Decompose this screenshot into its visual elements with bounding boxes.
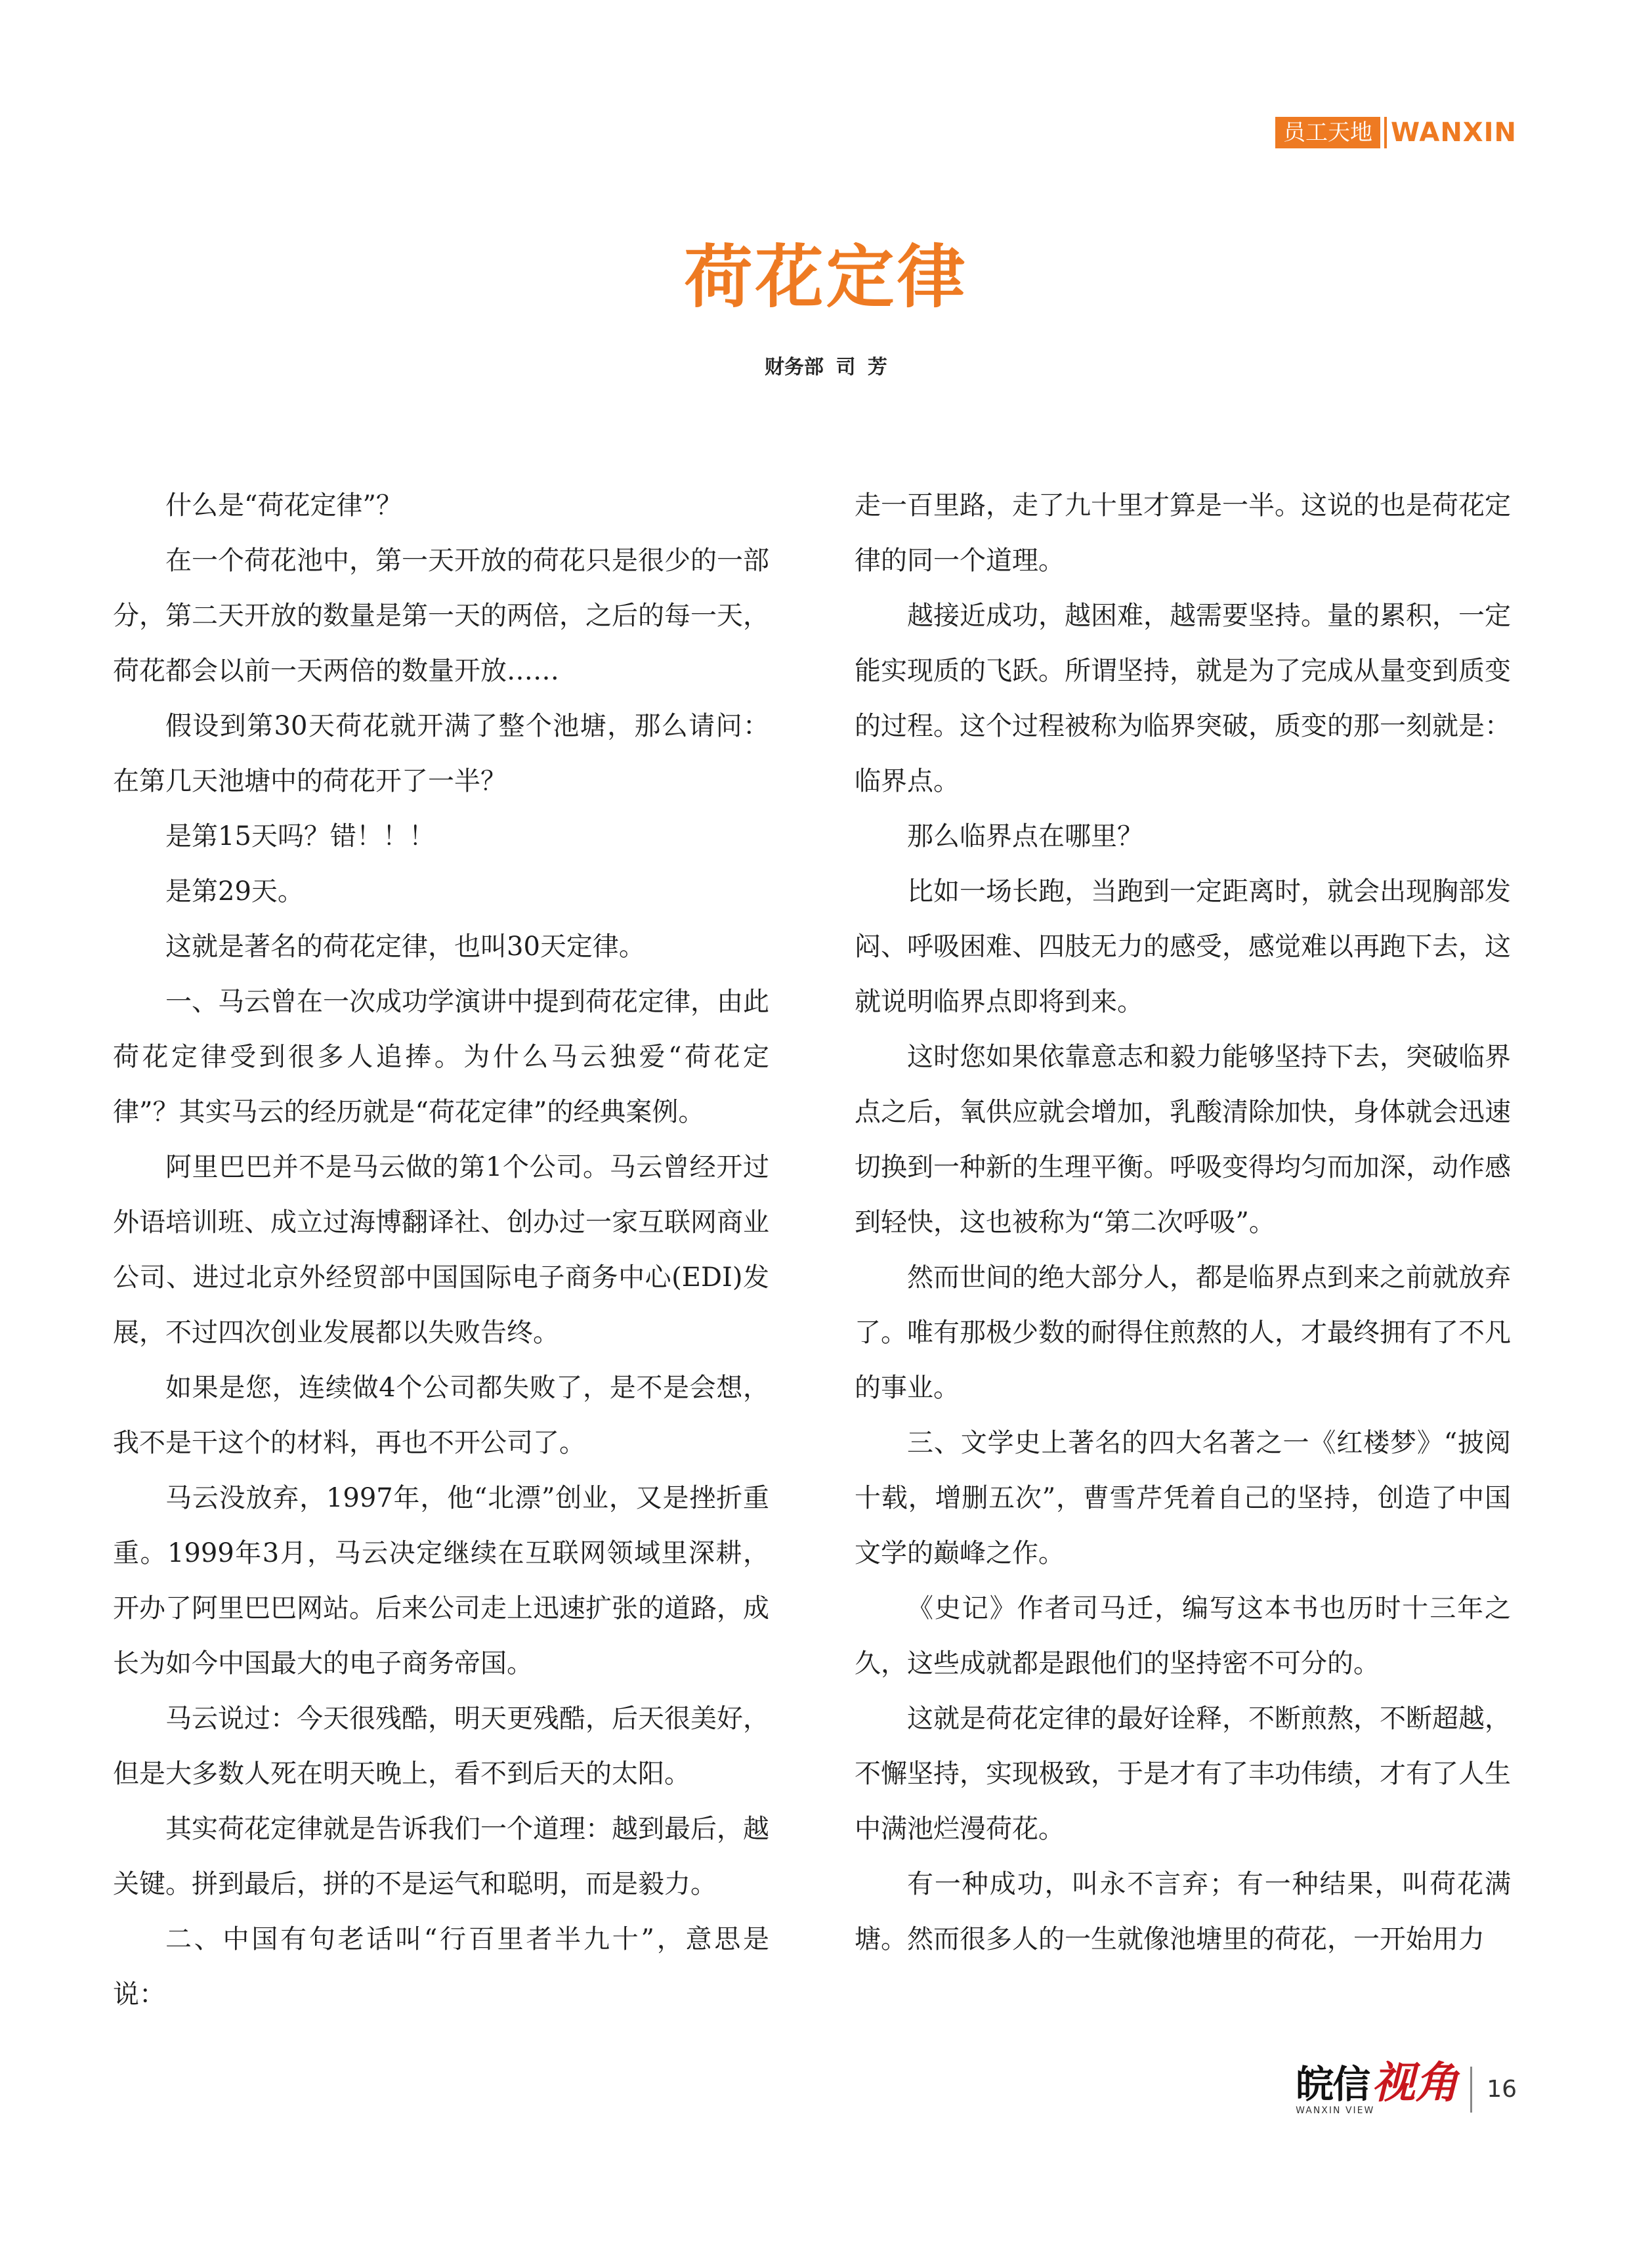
section-tag bbox=[1275, 116, 1517, 150]
logo-subtitle: WANXIN VIEW bbox=[1296, 2105, 1375, 2116]
paragraph: 什么是“荷花定律”？ bbox=[165, 490, 402, 521]
paragraph: 这就是荷花定律的最好诠释，不断煎熬，不断超越，不懈坚持，实现极致，于是才有了丰功伟绩，才有了人生中满池烂漫荷花。 bbox=[855, 1704, 1511, 1844]
paragraph: 是第29天。 bbox=[165, 876, 304, 907]
paragraph: 马云没放弃，1997年，他“北漂”创业，又是挫折重重。1999年3月，马云决定继续在互联网领域里深耕，开办了阿里巴巴网站。后来公司走上迅速扩张的道路，成长为如今中国最大的电子商务帝国。 bbox=[113, 1483, 769, 1679]
right-column bbox=[855, 478, 1511, 1967]
magazine-logo bbox=[1296, 2057, 1459, 2116]
paragraph: 这就是著名的荷花定律，也叫30天定律。 bbox=[165, 932, 645, 962]
paragraph: 是第15天吗？错！！！ bbox=[165, 821, 435, 851]
page-number: 16 bbox=[1487, 2076, 1517, 2103]
brand-label: WANXIN bbox=[1391, 118, 1517, 148]
paragraph: 《史记》作者司马迁，编写这本书也历时十三年之久，这些成就都是跟他们的坚持密不可分的。 bbox=[855, 1593, 1511, 1679]
logo-accent-text: 视角 bbox=[1372, 2057, 1459, 2108]
paragraph-continued: 走一百里路，走了九十里才算是一半。这说的也是荷花定律的同一个道理。 bbox=[855, 490, 1511, 576]
paragraph: 阿里巴巴并不是马云做的第1个公司。马云曾经开过外语培训班、成立过海博翻译社、创办过一家互联网商业公司、进过北京外经贸部中国国际电子商务中心(EDI)发展，不过四次创业发展都以失败告终。 bbox=[113, 1152, 769, 1348]
paragraph: 二、中国有句老话叫“行百里者半九十”，意思是说： bbox=[113, 1924, 769, 2010]
paragraph: 越接近成功，越困难，越需要坚持。量的累积，一定能实现质的飞跃。所谓坚持，就是为了完成从量变到质变的过程。这个过程被称为临界突破，质变的那一刻就是：临界点。 bbox=[855, 601, 1511, 796]
paragraph: 其实荷花定律就是告诉我们一个道理：越到最后，越关键。拼到最后，拼的不是运气和聪明，而是毅力。 bbox=[113, 1814, 769, 1899]
left-column bbox=[113, 478, 769, 2022]
paragraph: 这时您如果依靠意志和毅力能够坚持下去，突破临界点之后，氧供应就会增加，乳酸清除加快，身体就会迅速切换到一种新的生理平衡。呼吸变得均匀而加深，动作感到轻快，这也被称为“第二次呼吸”。 bbox=[855, 1042, 1511, 1237]
logo-main-text: 皖信 bbox=[1296, 2062, 1370, 2107]
paragraph: 如果是您，连续做4个公司都失败了，是不是会想，我不是干这个的材料，再也不开公司了。 bbox=[113, 1373, 769, 1458]
paragraph: 马云说过：今天很残酷，明天更残酷，后天很美好，但是大多数人死在明天晚上，看不到后天的太阳。 bbox=[113, 1704, 769, 1789]
paragraph: 然而世间的绝大部分人，都是临界点到来之前就放弃了。唯有那极少数的耐得住煎熬的人，才最终拥有了不凡的事业。 bbox=[855, 1262, 1511, 1403]
paragraph: 一、马云曾在一次成功学演讲中提到荷花定律，由此荷花定律受到很多人追捧。为什么马云独爱“荷花定律”？其实马云的经历就是“荷花定律”的经典案例。 bbox=[113, 987, 769, 1127]
paragraph: 那么临界点在哪里？ bbox=[907, 821, 1143, 851]
paragraph: 有一种成功，叫永不言弃；有一种结果，叫荷花满塘。然而很多人的一生就像池塘里的荷花，一开始用力 bbox=[855, 1869, 1511, 1954]
page-footer bbox=[1296, 2057, 1517, 2116]
paragraph: 假设到第30天荷花就开满了整个池塘，那么请问：在第几天池塘中的荷花开了一半？ bbox=[113, 711, 769, 796]
footer-divider bbox=[1470, 2067, 1472, 2113]
article-title: 荷花定律 bbox=[684, 237, 968, 317]
section-divider bbox=[1384, 117, 1387, 148]
article-author: 财务部 司 芳 bbox=[765, 356, 887, 379]
paragraph: 比如一场长跑，当跑到一定距离时，就会出现胸部发闷、呼吸困难、四肢无力的感受，感觉难以再跑下去，这就说明临界点即将到来。 bbox=[855, 876, 1511, 1017]
paragraph: 三、文学史上著名的四大名著之一《红楼梦》“披阅十载，增删五次”，曹雪芹凭着自己的坚持，创造了中国文学的巅峰之作。 bbox=[855, 1428, 1511, 1568]
paragraph: 在一个荷花池中，第一天开放的荷花只是很少的一部分，第二天开放的数量是第一天的两倍，之后的每一天，荷花都会以前一天两倍的数量开放…… bbox=[113, 546, 769, 686]
section-label: 员工天地 bbox=[1275, 117, 1380, 148]
